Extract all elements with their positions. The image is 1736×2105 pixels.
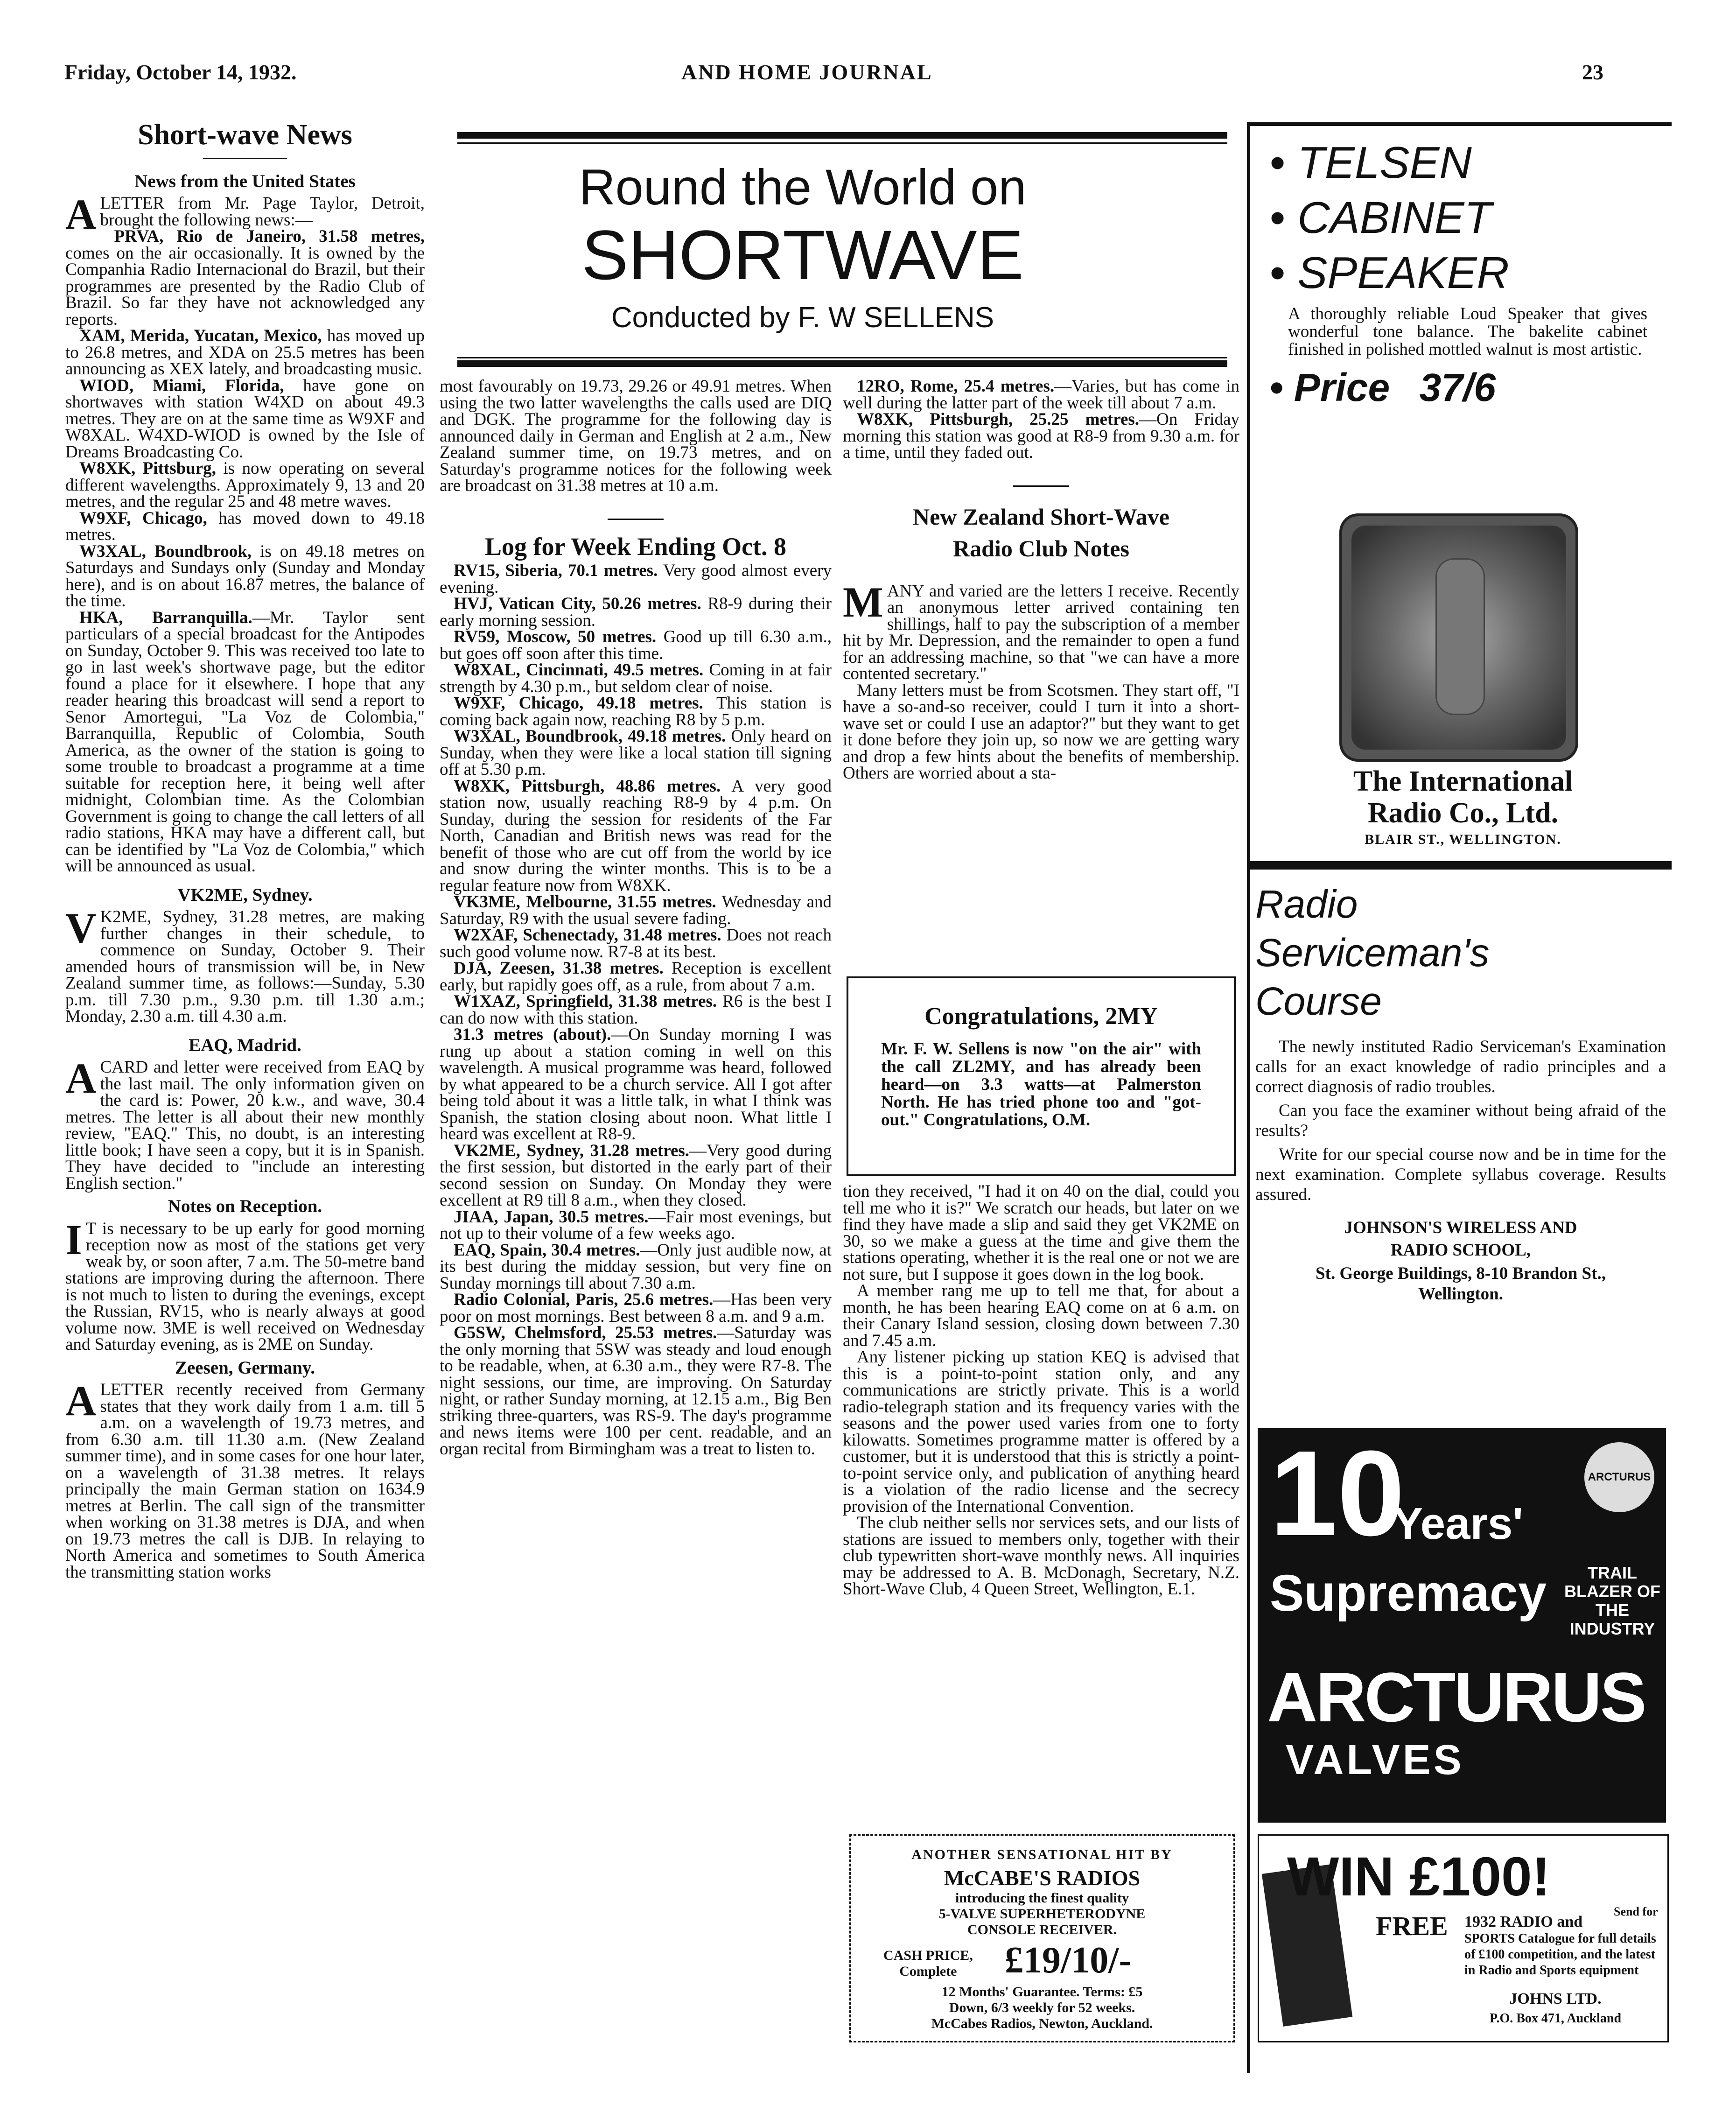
paragraph: W8XK, Pittsburg, is now operating on several different wavelengths. Approximately 9, 13 and 20 metres, and the regular 25 and 48 metre waves.	[65, 459, 425, 511]
paragraph: MANY and varied are the letters I receive. Recently an anonymous letter arrived containing ten shillings, half to pay the subscription of a member hit by Mr. Depression, and the remainder to open a fund for an addressing machine, so that "we can have a more contented secretary."	[843, 578, 1239, 683]
paragraph: WIOD, Miami, Florida, have gone on shortwaves with station W4XD on about 49.3 metres. They are on at the same time as W9XF and W8XAL. W4XD-WIOD is owned by the Isle of Dreams Broadcasting Co.	[65, 376, 425, 462]
log-title: Log for Week Ending Oct. 8	[484, 532, 787, 561]
subhead-zeesen: Zeesen, Germany.	[175, 1357, 315, 1378]
telsen-advertisement	[1260, 135, 1666, 849]
log-entry: W3XAL, Boundbrook, 49.18 metres. Only heard on Sunday, when they were like a local station till signing off at 5.30 p.m.	[440, 727, 832, 779]
arcturus-valves: VALVES	[1286, 1737, 1464, 1783]
paragraph: W8XK, Pittsburgh, 25.25 metres.—On Friday morning this station was good at R8-9 from 9.30 a.m. for a time, until they faded out.	[843, 410, 1239, 462]
paragraph: Many letters must be from Scotsmen. They start off, "I have a so-and-so receiver, could I turn it into a short-wave set or could I use an adaptor?" but they want to get it done before they join up, so now we are getting wary and drop a few hints about the benefits of membership. Others are worried about a sta-	[843, 681, 1239, 783]
paragraph: Any listener picking up station KEQ is advised that this is a point-to-point station only, and any communications are strictly private. This is a world radio-telegraph station and its frequency varies with the seasons and the power used varies from one to forty kilowatts. Sometimes programme matter is offered by a customer, but it is understood that this is strictly a point-to-point service only, and publication of anything heard is a violation of the radio license and the secrecy provision of the International Convention.	[843, 1347, 1239, 1516]
paragraph: PRVA, Rio de Janeiro, 31.58 metres, comes on the air occasionally. It is owned by the Companhia Radio Internacional do Brazil, but their programmes are presented by the Radio Club of Brazil. So far they have not acknowledged any reports.	[65, 227, 425, 329]
paragraph: XAM, Merida, Yucatan, Mexico, has moved up to 26.8 metres, and XDA on 25.5 metres has been announcing as XEX lately, and broadcasting music.	[65, 326, 425, 379]
log-entry: RV59, Moscow, 50 metres. Good up till 6.30 a.m., but goes off soon after this time.	[440, 627, 832, 663]
telsen-description: A thoroughly reliable Loud Speaker that gives wonderful tone balance. The bakelite cabinet finished in polished mottled walnut is most artistic.	[1288, 304, 1647, 359]
divider	[1013, 485, 1069, 487]
johns-send: Send for	[1614, 1905, 1658, 1918]
banner-line3: Conducted by F. W SELLENS	[611, 302, 994, 334]
subhead-vk2me: VK2ME, Sydney.	[177, 884, 313, 905]
banner-line2: SHORTWAVE	[581, 216, 1024, 294]
log-entry: W8XK, Pittsburgh, 48.86 metres. A very good station now, usually reaching R8-9 by 4 p.m. On Sunday, during the session for residents of the Far North, Canadian and British news was read for the benefit of those who are cut off from the world by ice and snow during the winter months. This is to be a regular feature now from W8XK.	[440, 776, 832, 895]
log-entry: G5SW, Chelmsford, 25.53 metres.—Saturday was the only morning that 5SW was steady and loud enough to be readable, when, at 6.30 a.m., they were R7-8. The night sessions, our time, are improving. On Saturday night, or rather Sunday morning, at 12.15 a.m., Big Ben striking three-quarters, was RS-9. The day's programme and news items were 100 per cent. readable, and an organ recital from Birmingham was a treat to listen to.	[440, 1323, 832, 1459]
log-entry: W9XF, Chicago, 49.18 metres. This station is coming back again now, reaching R8 by 5 p.m.	[440, 694, 832, 730]
nz-club-title: New Zealand Short-Wave Radio Club Notes	[913, 503, 1169, 561]
log-entry: JIAA, Japan, 30.5 metres.—Fair most evenings, but not up to their volume of a few weeks ago.	[440, 1207, 832, 1243]
telsen-line: • CABINET	[1269, 193, 1492, 243]
banner-rule-bottom-thick	[457, 360, 1227, 367]
telsen-address: BLAIR ST., WELLINGTON.	[1365, 832, 1561, 847]
drop-cap: A	[65, 190, 97, 238]
ad-terms: 12 Months' Guarantee. Terms: £5 Down, 6/3 weekly for 52 weeks. McCabes Radios, Newton, Auckland.	[931, 1984, 1153, 2031]
right-border-left	[1247, 122, 1250, 2073]
club-column	[843, 378, 1239, 782]
paragraph: ALETTER from Mr. Page Taylor, Detroit, brought the following news:—	[65, 190, 425, 238]
congratulations-text: Mr. F. W. Sellens is now "on the air" with the call ZL2MY, and has already been heard—on 3.3 watts—at Palmerston North. He has tried phone too and "got-out." Congratulations, O.M.	[881, 1039, 1201, 1130]
arcturus-supremacy: Supremacy	[1270, 1565, 1547, 1622]
johns-details: 1932 RADIO and SPORTS Catalogue for full details of £100 competition, and the latest in Radio and Sports equipment	[1464, 1913, 1656, 1978]
club-column-continued	[843, 1183, 1239, 1598]
arcturus-brand: ARCTURUS	[1267, 1658, 1645, 1736]
subhead-united-states: News from the United States	[134, 171, 356, 191]
paragraph: 12RO, Rome, 25.4 metres.—Varies, but has come in well during the latter part of the week till about 7 a.m.	[843, 377, 1239, 413]
mccabe-advertisement	[849, 1834, 1235, 2042]
short-wave-news-title: Short-wave News	[138, 119, 352, 151]
arcturus-advertisement	[1258, 1428, 1666, 1823]
log-entry: HVJ, Vatican City, 50.26 metres. R8-9 during their early morning session.	[440, 594, 832, 630]
paragraph: HKA, Barranquilla.—Mr. Taylor sent particulars of a special broadcast for the Antipodes on Sunday, October 9. This was received too late to go in last week's shortwave page, but the editor found a place for it elsewhere. I hope that any reader hearing this broadcast will send a report to Senor Amortegui, "La Voz de Colombia," Barranquilla, Republic of Colombia, South America, as the owner of the station is going to some trouble to broadcast a programme at a time suitable for reception here, it being well after midnight, Colombian time. As the Colombian Government is going to change the call letters of all radio stations, HKA may have a different call, but can be identified by "La Voz de Colombia," which will be announced as usual.	[65, 608, 425, 876]
mccabe-brand: McCABE'S RADIOS	[944, 1866, 1141, 1890]
telsen-line: • TELSEN	[1269, 138, 1472, 188]
johns-win: WIN £100!	[1287, 1846, 1550, 1908]
log-entry: RV15, Siberia, 70.1 metres. Very good almost every evening.	[440, 561, 832, 597]
arcturus-badge: ARCTURUS	[1584, 1442, 1654, 1512]
ad-separator	[1247, 861, 1672, 870]
telsen-line: • SPEAKER	[1269, 248, 1509, 298]
telsen-company: The International Radio Co., Ltd.	[1353, 765, 1573, 829]
paragraph: V K2ME, Sydney, 31.28 metres, are making further changes in their schedule, to commence on Sunday, October 9. Their amended hours of transmission will be, in New Zealand summer time, as follows:—Sunday, 5.30 p.m. till 7.30 p.m., 9.30 p.m. till 1.30 a.m.; Monday, 2.30 a.m. till 4.30 a.m.	[65, 904, 425, 1026]
johns-company: JOHNS LTD. P.O. Box 471, Auckland	[1489, 1990, 1622, 2026]
speaker-illustration	[1339, 513, 1578, 762]
paragraph: A member rang me up to tell me that, for about a month, he has been hearing EAQ come on at 6 a.m. on their Canary Island session, closing down between 7.30 and 7.45 a.m.	[843, 1281, 1239, 1350]
course-text: The newly instituted Radio Serviceman's Examination calls for an exact knowledge of radio principles and a correct diagnosis of radio troubles. Can you face the examiner without being afraid of the results? Write for our special course now and be in time for the next examination. Complete syllabus coverage. Results assured.	[1255, 1037, 1666, 1204]
course-advertisement	[1255, 880, 1666, 1412]
cash-price-label: CASH PRICE, Complete	[883, 1948, 973, 1979]
congratulations-box	[847, 976, 1236, 1176]
divider	[203, 158, 287, 159]
paragraph: I T is necessary to be up early for good morning reception now as most of the stations get very weak by, or soon after, 7 a.m. The 50-metre band stations are improving during the afternoon. There is not much to listen to during the evenings, except the Russian, RV15, who is nearly always at good volume now. 3ME is well received on Wednesday and Saturday evening, as is 2ME on Sunday.	[65, 1215, 425, 1354]
log-entry: EAQ, Spain, 30.4 metres.—Only just audible now, at its best during the midday session, but very fine on Sunday mornings till about 7.30 a.m.	[440, 1240, 832, 1293]
page-date: Friday, October 14, 1932.	[64, 60, 297, 84]
ad-line: introducing the finest quality	[955, 1890, 1129, 1906]
log-entry: VK3ME, Melbourne, 31.55 metres. Wednesday and Saturday, R9 with the usual severe fading.	[440, 892, 832, 928]
right-border-top	[1247, 122, 1672, 126]
johns-advertisement	[1258, 1834, 1669, 2042]
arcturus-ten: 10	[1270, 1428, 1405, 1561]
log-entry: W8XAL, Cincinnati, 49.5 metres. Coming in at fair strength by 4.30 p.m., but seldom clear of noise.	[440, 660, 832, 696]
arcturus-years: Years'	[1393, 1499, 1524, 1549]
log-entry: W1XAZ, Springfield, 31.38 metres. R6 is the best I can do now with this station.	[440, 992, 832, 1028]
johns-free: FREE	[1376, 1911, 1448, 1941]
left-column	[65, 119, 425, 1582]
log-entries	[440, 562, 832, 1457]
divider	[608, 519, 664, 520]
paragraph: The club neither sells nor services sets, and our lists of stations are issued to members only, together with their club typewritten short-wave monthly news. All inquiries may be addressed to A. B. McDonagh, Secretary, N.Z. Short-Wave Club, 4 Queen Street, Wellington, E.1.	[843, 1513, 1239, 1599]
course-address: St. George Buildings, 8-10 Brandon St., Wellington.	[1316, 1264, 1606, 1304]
subhead-reception: Notes on Reception.	[168, 1196, 322, 1216]
paragraph: most favourably on 19.73, 29.26 or 49.91 metres. When using the two latter wavelengths the calls used are DIQ and DGK. The programme for the following day is announced daily in German and English at 2 a.m., New Zealand summer time, on 19.73 metres, and on Saturday's programme notices for the following week are broadcast on 31.38 metres at 10 a.m.	[440, 377, 832, 495]
banner-rule-bottom	[457, 357, 1227, 358]
telsen-price: • Price 37/6	[1269, 365, 1496, 409]
course-title: Radio Serviceman's Course	[1255, 882, 1490, 1023]
log-entry: VK2ME, Sydney, 31.28 metres.—Very good during the first session, but distorted in the early part of their second session on Sunday. On Monday they were excellent at R9 till 8 a.m., when they closed.	[440, 1141, 832, 1210]
banner-rule-top-thin	[457, 142, 1227, 144]
paragraph: ALETTER recently received from Germany states that they work daily from 1 a.m. till 5 a.m. on a wavelength of 19.73 metres, and from 6.30 a.m. till 11.30 a.m. (New Zealand summer time), and in some cases for one hour later, on a wavelength of 31.38 metres. It relays principally the main German station on 1634.9 metres at Berlin. The call sign of the transmitter when working on 31.38 metres is DJA, and when on 19.73 metres the call is DJB. In relaying to North America and sometimes to South America the transmitting station works	[65, 1377, 425, 1582]
paragraph: tion they received, "I had it on 40 on the dial, could you tell me who it is?" We scratch our heads, but later on we find they have made a slip and said they get VK2ME on 30, so we make a guess at the time and give them the stations operating, whether it is the real one or not we are not sure, but I suppose it goes down in the log book.	[843, 1182, 1239, 1284]
paragraph: W9XF, Chicago, has moved down to 49.18 metres.	[65, 508, 425, 544]
log-entry: DJA, Zeesen, 31.38 metres. Reception is excellent early, but rapidly goes off, as a rule, from about 7 a.m.	[440, 959, 832, 995]
log-entry: Radio Colonial, Paris, 25.6 metres.—Has been very poor on most mornings. Best between 8 a.m. and 9 a.m.	[440, 1290, 832, 1326]
banner-rule-top	[457, 132, 1227, 139]
banner-line1: Round the World on	[579, 159, 1027, 215]
mccabe-price: £19/10/-	[1005, 1940, 1132, 1981]
ad-line: ANOTHER SENSATIONAL HIT BY	[911, 1847, 1173, 1862]
ad-line: CONSOLE RECEIVER.	[967, 1922, 1117, 1937]
arcturus-tagline: TRAIL BLAZER OF THE INDUSTRY	[1564, 1563, 1660, 1638]
paragraph: ACARD and letter were received from EAQ by the last mail. The only information given on the card is: Power, 20 k.w., and wave, 30.4 metres. The letter is all about their new monthly review, "EAQ." This, no doubt, is an interesting little book; I have seen a copy, but it is in Spanish. They have decided to "include an interesting English section."	[65, 1054, 425, 1193]
subhead-eaq: EAQ, Madrid.	[189, 1035, 301, 1055]
log-entry: W2XAF, Schenectady, 31.48 metres. Does not reach such good volume now. R7-8 at its best.	[440, 926, 832, 961]
masthead: AND HOME JOURNAL	[681, 60, 933, 84]
log-entry: 31.3 metres (about).—On Sunday morning I was rung up about a station coming in well on this wavelength. A musical programme was heard, followed by what appeared to be a church service. All I got after being told about it was a little talk, in what I think was Spanish, the station closing about noon. What little I heard was excellent at R8-9.	[440, 1025, 832, 1144]
paragraph: W3XAL, Boundbrook, is on 49.18 metres on Saturdays and Sundays only (Sunday and Monday here), and is on about 16.87 metres, the balance of the time.	[65, 541, 425, 610]
congratulations-title: Congratulations, 2MY	[924, 1003, 1158, 1030]
log-column	[440, 378, 832, 1457]
ad-line: 5-VALVE SUPERHETERODYNE	[938, 1906, 1146, 1922]
page-number: 23	[1582, 60, 1603, 84]
course-school: JOHNSON'S WIRELESS AND RADIO SCHOOL,	[1344, 1218, 1577, 1260]
